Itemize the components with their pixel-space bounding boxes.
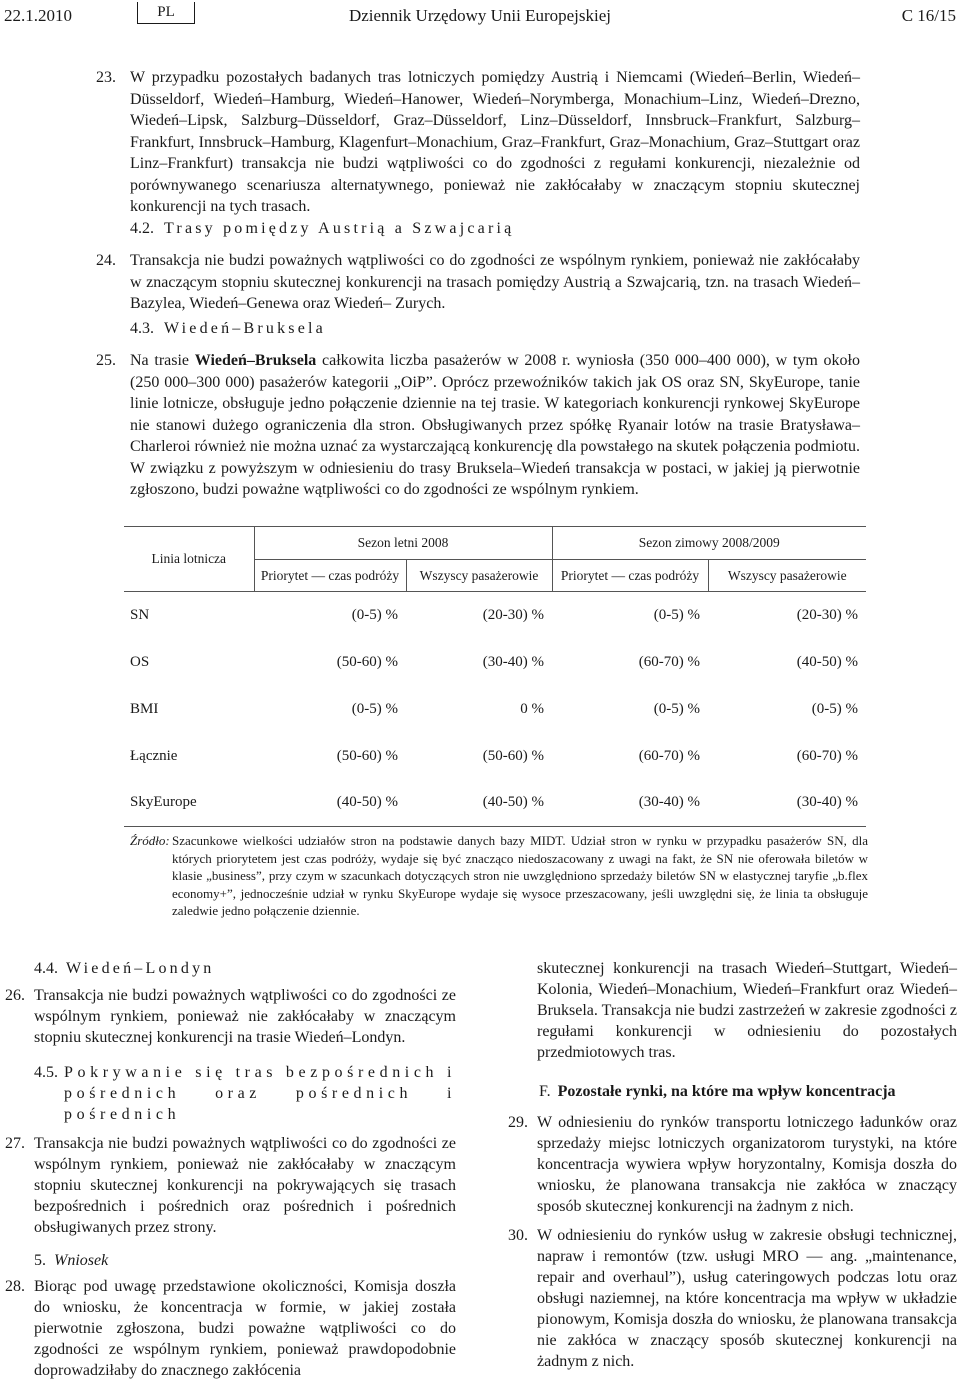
- table-cell: (20-30) %: [482, 606, 544, 623]
- heading-number: F.: [539, 1083, 551, 1100]
- market-share-table: [124, 526, 866, 827]
- table-cell: (0-5) %: [351, 606, 398, 623]
- table-cell: (30-40) %: [708, 780, 866, 827]
- header-priority-winter: Priorytet — czas podróży: [552, 560, 708, 592]
- table-cell: (60-70) %: [796, 747, 858, 764]
- airline-name: BMI: [130, 700, 159, 717]
- paragraph-text: Transakcja nie budzi poważnych wątpliwości co do zgodności ze wspólnym rynkiem, ponieważ nie zakłócałaby w znaczącym stopniu skutecznej konkurencji na trasach pomiędzy Austrią a Szwajcarią, tzn. na trasach Wiedeń–Bazylea, Wiedeń–Genewa oraz Wiedeń– Zurych.: [130, 252, 860, 312]
- publication-date: 22.1.2010: [4, 6, 72, 25]
- route-name: Wiedeń–Bruksela: [194, 352, 317, 369]
- paragraph-24: [96, 250, 860, 315]
- table-cell: (30-40) %: [482, 653, 544, 670]
- source-label: Źródło:: [130, 833, 170, 848]
- paragraph-text: Transakcja nie budzi poważnych wątpliwości co do zgodności ze wspólnym rynkiem, ponieważ nie zakłócałaby w znaczącym stopniu skutecznej konkurencji na pokrywających się trasach bezpośrednich i pośrednich oraz pośrednich i pośrednich obsługiwanych przez strony.: [34, 1135, 456, 1236]
- journal-title: Dziennik Urzędowy Unii Europejskiej: [348, 6, 611, 25]
- table-cell: (0-5) %: [351, 700, 398, 717]
- paragraph-text-lead: Na trasie: [130, 352, 195, 369]
- paragraph-number: 25.: [96, 352, 116, 369]
- paragraph-27: [5, 1133, 456, 1238]
- heading-text: Wiedeń–Londyn: [66, 960, 215, 977]
- paragraph-text: W odniesieniu do rynków transportu lotniczego ładunków oraz sprzedaży miejsc lotniczych organizatorom turystyki, na które koncentracja wywiera wpływ horyzontalny, Komisja doszła do wniosku, że planowana transakcja nie zakłóca w znaczący sposób skutecznej konkurencji na żadnym z nich.: [537, 1114, 957, 1215]
- table-cell: (40-50) %: [796, 653, 858, 670]
- section-heading-4-3: [130, 320, 326, 338]
- page-header: [0, 2, 960, 32]
- journal-reference: C 16/15: [901, 6, 956, 25]
- heading-text: Pokrywanie się tras bezpośrednich i pośrednich oraz pośrednich i pośrednich: [64, 1064, 456, 1123]
- heading-number: 4.2.: [130, 220, 154, 237]
- paragraph-number: 26.: [5, 987, 25, 1004]
- table-cell: (60-70) %: [638, 653, 700, 670]
- paragraph-text: całkowita liczba pasażerów w 2008 r. wyniosła (350 000–400 000), w tym około (250 000–300 000) pasażerów kategorii „OiP”. Oprócz przewoźników takich jak OS oraz SN, SkyEurope, tanie linie lotnicze, obsługuje jedno połączenie dziennie na tej trasie. W kategoriach konkurencji rynkowej SkyEurope nie stanowi dużego ograniczenia dla stron. Obsługiwanych przez spółkę Ryanair lotów na trasie Bratysława–Charleroi również nie można uznać za wystarczającą konkurencję dla powstałego na skutek połączenia podmiotu. W związku z powyższym w odniesieniu do trasy Bruksela–Wiedeń transakcja w postaci, w jakiej ją pierwotnie zgłoszono, budzi poważne wątpliwości co do zgodności ze wspólnym rynkiem.: [130, 352, 860, 498]
- section-heading-4-2: [130, 220, 514, 238]
- table-row: [124, 780, 866, 827]
- paragraph-text: Biorąc pod uwagę przedstawione okoliczności, Komisja doszła do wniosku, że koncentracja w formie, w jakiej została pierwotnie zgłoszona, budzi poważne wątpliwości co do zgodności ze wspólnym rynkiem, ponieważ prawdopodobnie doprowadziłaby do znacznego zakłócenia: [34, 1278, 456, 1379]
- header-priority-summer: Priorytet — czas podróży: [254, 560, 406, 592]
- header-airline: Linia lotnicza: [124, 527, 254, 592]
- table-cell: (60-70) %: [638, 747, 700, 764]
- paragraph-number: 24.: [96, 252, 116, 269]
- paragraph-23: [96, 67, 860, 218]
- table-cell: (50-60) %: [482, 747, 544, 764]
- table-row: [124, 639, 866, 686]
- table-cell: (50-60) %: [336, 747, 398, 764]
- paragraph-text: W odniesieniu do rynków usług w zakresie obsługi technicznej, napraw i remontów (tzw. usługi MRO — ang. „maintenance, repair and overhaul”), usług cateringowych podczas lotu oraz obsługi naziemnej, na które koncentracja ma wpływ w układzie pionowym, Komisja doszła do wniosku, że planowana transakcja nie zakłóca w znaczący sposób skutecznej konkurencji na żadnym z nich.: [537, 1227, 957, 1370]
- paragraph-number: 30.: [508, 1227, 528, 1244]
- table-cell: (40-50) %: [406, 780, 552, 827]
- header-summer-season: Sezon letni 2008: [254, 527, 552, 560]
- left-column: [5, 958, 456, 1381]
- airline-name: OS: [130, 653, 150, 670]
- table-cell: (0-5) %: [811, 700, 858, 717]
- paragraph-number: 23.: [96, 69, 116, 86]
- table-row: [124, 733, 866, 780]
- heading-text: Pozostałe rynki, na które ma wpływ koncentracja: [557, 1083, 896, 1100]
- table-cell: (0-5) %: [653, 700, 700, 717]
- right-column: [508, 958, 957, 1372]
- heading-text: Trasy pomiędzy Austrią a Szwajcarią: [164, 220, 515, 237]
- table-cell: (20-30) %: [796, 606, 858, 623]
- paragraph-text: W przypadku pozostałych badanych tras lotniczych pomiędzy Austrią i Niemcami (Wiedeń–Berlin, Wiedeń–Düsseldorf, Wiedeń–Hamburg, Wiedeń–Hanower, Wiedeń–Norymberga, Monachium–Linz, Wiedeń–Drezno, Wiedeń–Lipsk, Salzburg–Düsseldorf, Graz–Düsseldorf, Linz–Düsseldorf, Innsbruck–Frankfurt, Salzburg–Frankfurt, Innsbruck–Hamburg, Klagenfurt–Monachium, Graz–Frankfurt, Graz–Monachium, Graz–Stuttgart oraz Linz–Frankfurt) transakcja nie budzi wątpliwości co do zgodności z regułami konkurencji, niezależnie od porównywanego scenariusza alternatywnego, ponieważ nie zakłócałaby w znaczącym stopniu skutecznej konkurencji na tych trasach.: [130, 69, 860, 215]
- paragraph-28: [5, 1276, 456, 1381]
- paragraph-25: [96, 350, 860, 501]
- table-cell: (0-5) %: [653, 606, 700, 623]
- heading-number: 4.4.: [34, 960, 58, 977]
- header-all-winter: Wszyscy pasażerowie: [708, 560, 866, 592]
- paragraph-26: [5, 985, 456, 1048]
- table-row: [124, 592, 866, 639]
- section-heading-5: [34, 1250, 456, 1271]
- source-text: Szacunkowe wielkości udziałów stron na podstawie danych bazy MIDT. Udział stron w rynku w przypadku pasażerów SN, dla których priorytetem jest czas podróży, wydaje się być znacząco niedoszacowany z uwagi na fakt, że SN nie oferowała biletów w klasie „business”, przy czym w szacunkach dotyczących stron nie uwzględniono sprzedaży biletów SN w elastycznej taryfie „b.flex economy+”, jednocześnie udział w rynku SkyEurope wydaje się wysoce przeszacowany, jeśli uwzględni się, że linia ta obsługuje zaledwie jedno połączenie dziennie.: [172, 833, 868, 919]
- paragraph-29: [508, 1112, 957, 1217]
- heading-number: 4.3.: [130, 320, 154, 337]
- paragraph-text: skutecznej konkurencji na trasach Wiedeń–Stuttgart, Wiedeń–Kolonia, Wiedeń–Monachium, Wiedeń–Frankfurt oraz Wiedeń–Bruksela. Transakcja nie budzi zastrzeżeń w zakresie zgodności z regułami konkurencji w odniesieniu do pozostałych przedmiotowych tras.: [537, 960, 957, 1061]
- paragraph-number: 27.: [5, 1135, 25, 1152]
- paragraph-text: Transakcja nie budzi poważnych wątpliwości co do zgodności ze wspólnym rynkiem, ponieważ nie zakłócałaby w znaczącym stopniu skutecznej konkurencji na trasie Wiedeń–Londyn.: [34, 987, 456, 1046]
- heading-text: Wiedeń–Bruksela: [164, 320, 326, 337]
- airline-name: SkyEurope: [124, 780, 254, 827]
- paragraph-number: 29.: [508, 1114, 528, 1131]
- table-cell: (30-40) %: [552, 780, 708, 827]
- table-row: [124, 686, 866, 733]
- airline-name: Łącznie: [130, 747, 178, 764]
- heading-number: 5.: [34, 1252, 46, 1269]
- table-cell: (40-50) %: [254, 780, 406, 827]
- table-cell: (50-60) %: [336, 653, 398, 670]
- header-all-summer: Wszyscy pasażerowie: [406, 560, 552, 592]
- paragraph-30: [508, 1225, 957, 1372]
- heading-number: 4.5.: [34, 1064, 58, 1081]
- section-heading-f: [539, 1081, 957, 1102]
- section-heading-4-4: [34, 958, 456, 979]
- paragraph-number: 28.: [5, 1278, 25, 1295]
- language-badge: PL: [137, 2, 195, 24]
- heading-text: Wniosek: [54, 1252, 109, 1269]
- header-winter-season: Sezon zimowy 2008/2009: [552, 527, 866, 560]
- paragraph-28-continued: [537, 958, 957, 1063]
- table-cell: 0 %: [520, 700, 544, 717]
- airline-name: SN: [130, 606, 150, 623]
- section-heading-4-5: [34, 1062, 456, 1125]
